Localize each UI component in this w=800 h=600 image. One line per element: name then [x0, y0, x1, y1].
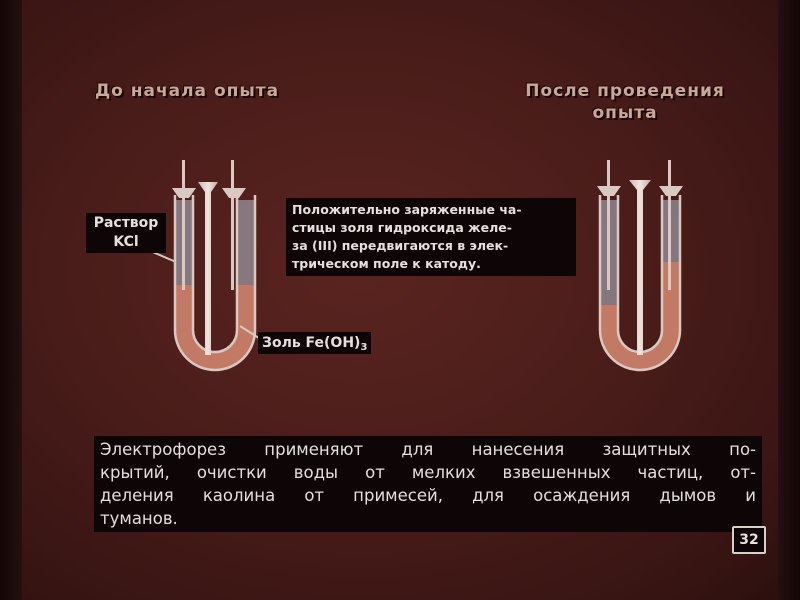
electrode-after-left [607, 160, 610, 290]
description-line: крытий, очистки воды от мелких взвешенных частиц, от- [100, 463, 756, 482]
caption-line: стицы золя гидроксида желе- [292, 220, 512, 235]
caption-line: трическом поле к катоду. [292, 256, 481, 271]
label-sol-text: Золь Fe(OH) [262, 335, 361, 351]
caption-box [286, 198, 576, 276]
description-text-block [94, 436, 762, 532]
caption-line: за (III) передвигаются в элек- [292, 238, 509, 253]
u-tube-before-kcl [175, 200, 255, 285]
page-number-badge [732, 526, 766, 554]
funnel-after [629, 180, 651, 355]
description-line: деления каолина от примесей, для осаждения дымов и [100, 486, 756, 505]
u-tube-before [148, 160, 262, 370]
electrode-after-right [668, 160, 671, 290]
u-tube-after [597, 160, 683, 370]
stopper-after-left [597, 186, 621, 196]
label-fe-oh3-sol [258, 332, 371, 354]
before-title-text: До начала опыта [95, 81, 280, 101]
label-kcl-solution [86, 213, 166, 253]
description-line: Электрофорез применяют для нанесения защитных по- [100, 440, 756, 459]
electrode-before-left [182, 160, 185, 290]
caption-line: Положительно заряженные ча- [292, 202, 522, 217]
funnel-before [198, 182, 218, 355]
stopper-after-right [659, 186, 683, 196]
after-title-line-2: опыта [592, 103, 658, 123]
description-line: туманов. [100, 509, 178, 528]
after-title-line-1: После проведения [525, 81, 725, 101]
stopper-before-right [222, 188, 246, 198]
label-sol-subscript: 3 [360, 342, 368, 353]
electrode-before-right [231, 160, 234, 290]
page-number-text: 32 [739, 532, 759, 548]
label-solution-line-2: KCl [113, 234, 139, 250]
label-solution-line-1: Раствор [93, 215, 159, 231]
